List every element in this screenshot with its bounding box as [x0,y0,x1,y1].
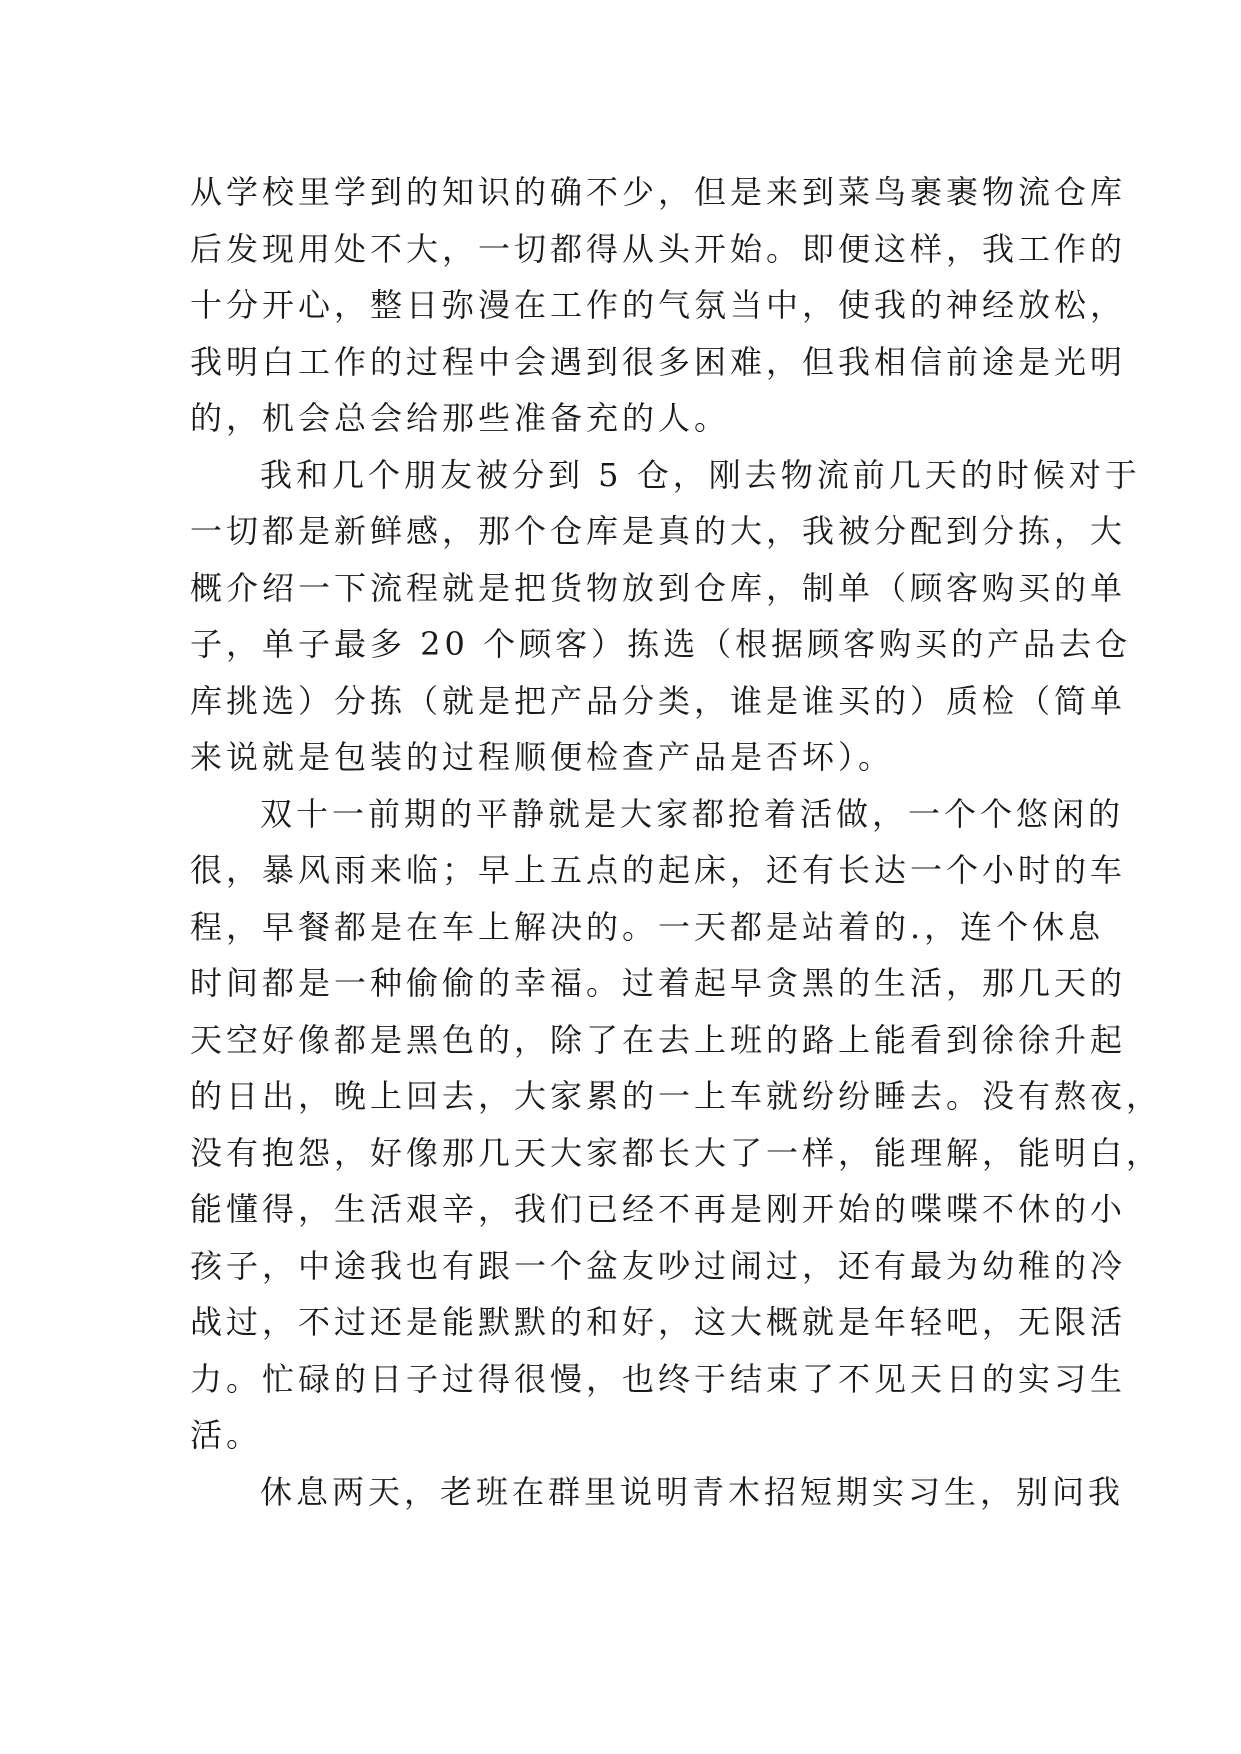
text-line: 十分开心，整日弥漫在工作的气氛当中，使我的神经放松， [190,286,1127,324]
text-line: 后发现用处不大，一切都得从头开始。即便这样，我工作的 [190,229,1127,268]
text-line: 天空好像都是黑色的，除了在去上班的路上能看到徐徐升起 [190,1020,1127,1059]
text-line: 孩子，中途我也有跟一个盆友吵过闹过，还有最为幼稚的冷 [190,1246,1127,1285]
text-line: 能懂得，生活艰辛，我们已经不再是刚开始的喋喋不休的小 [190,1190,1127,1228]
text-line: 战过，不过还是能默默的和好，这大概就是年轻吧，无限活 [190,1303,1127,1341]
text-line: 库挑选）分拣（就是把产品分类，谁是谁买的）质检（简单 [190,681,1127,720]
text-line: 的，机会总会给那些准备充的人。 [190,399,731,437]
text-line: 活。 [190,1416,263,1454]
text-line: 时间都是一种偷偷的幸福。过着起早贪黑的生活，那几天的 [190,964,1127,1002]
text-line: 很，暴风雨来临；早上五点的起床，还有长达一个小时的车 [190,851,1127,889]
paragraph-first-line: 我和几个朋友被分到 5 仓，刚去物流前几天的时候对于 [260,455,1141,494]
text-line: 从学校里学到的知识的确不少，但是来到菜鸟裹裹物流仓库 [190,173,1127,211]
text-line: 程，早餐都是在车上解决的。一天都是站着的.，连个休息 [190,907,1105,946]
paragraph-first-line: 休息两天，老班在群里说明青木招短期实习生，别问我 [260,1472,1125,1511]
text-line: 力。忙碌的日子过得很慢，也终于结束了不见天日的实习生 [190,1359,1127,1398]
text-line: 一切都是新鲜感，那个仓库是真的大，我被分配到分拣，大 [190,512,1127,550]
text-line: 来说就是包装的过程顺便检查产品是否坏）。 [190,738,895,776]
text-line: 子，单子最多 20 个顾客）拣选（根据顾客购买的产品去仓 [190,625,1132,663]
text-line: 概介绍一下流程就是把货物放到仓库，制单（顾客购买的单 [190,568,1127,607]
text-line: 的日出，晚上回去，大家累的一上车就纷纷睡去。没有熬夜， [190,1077,1163,1115]
text-line: 我明白工作的过程中会遇到很多困难，但我相信前途是光明 [190,342,1127,381]
text-line: 没有抱怨，好像那几天大家都长大了一样，能理解，能明白， [190,1133,1163,1172]
paragraph-first-line: 双十一前期的平静就是大家都抢着活做，一个个悠闲的 [260,794,1125,833]
body-text [190,164,1163,1520]
